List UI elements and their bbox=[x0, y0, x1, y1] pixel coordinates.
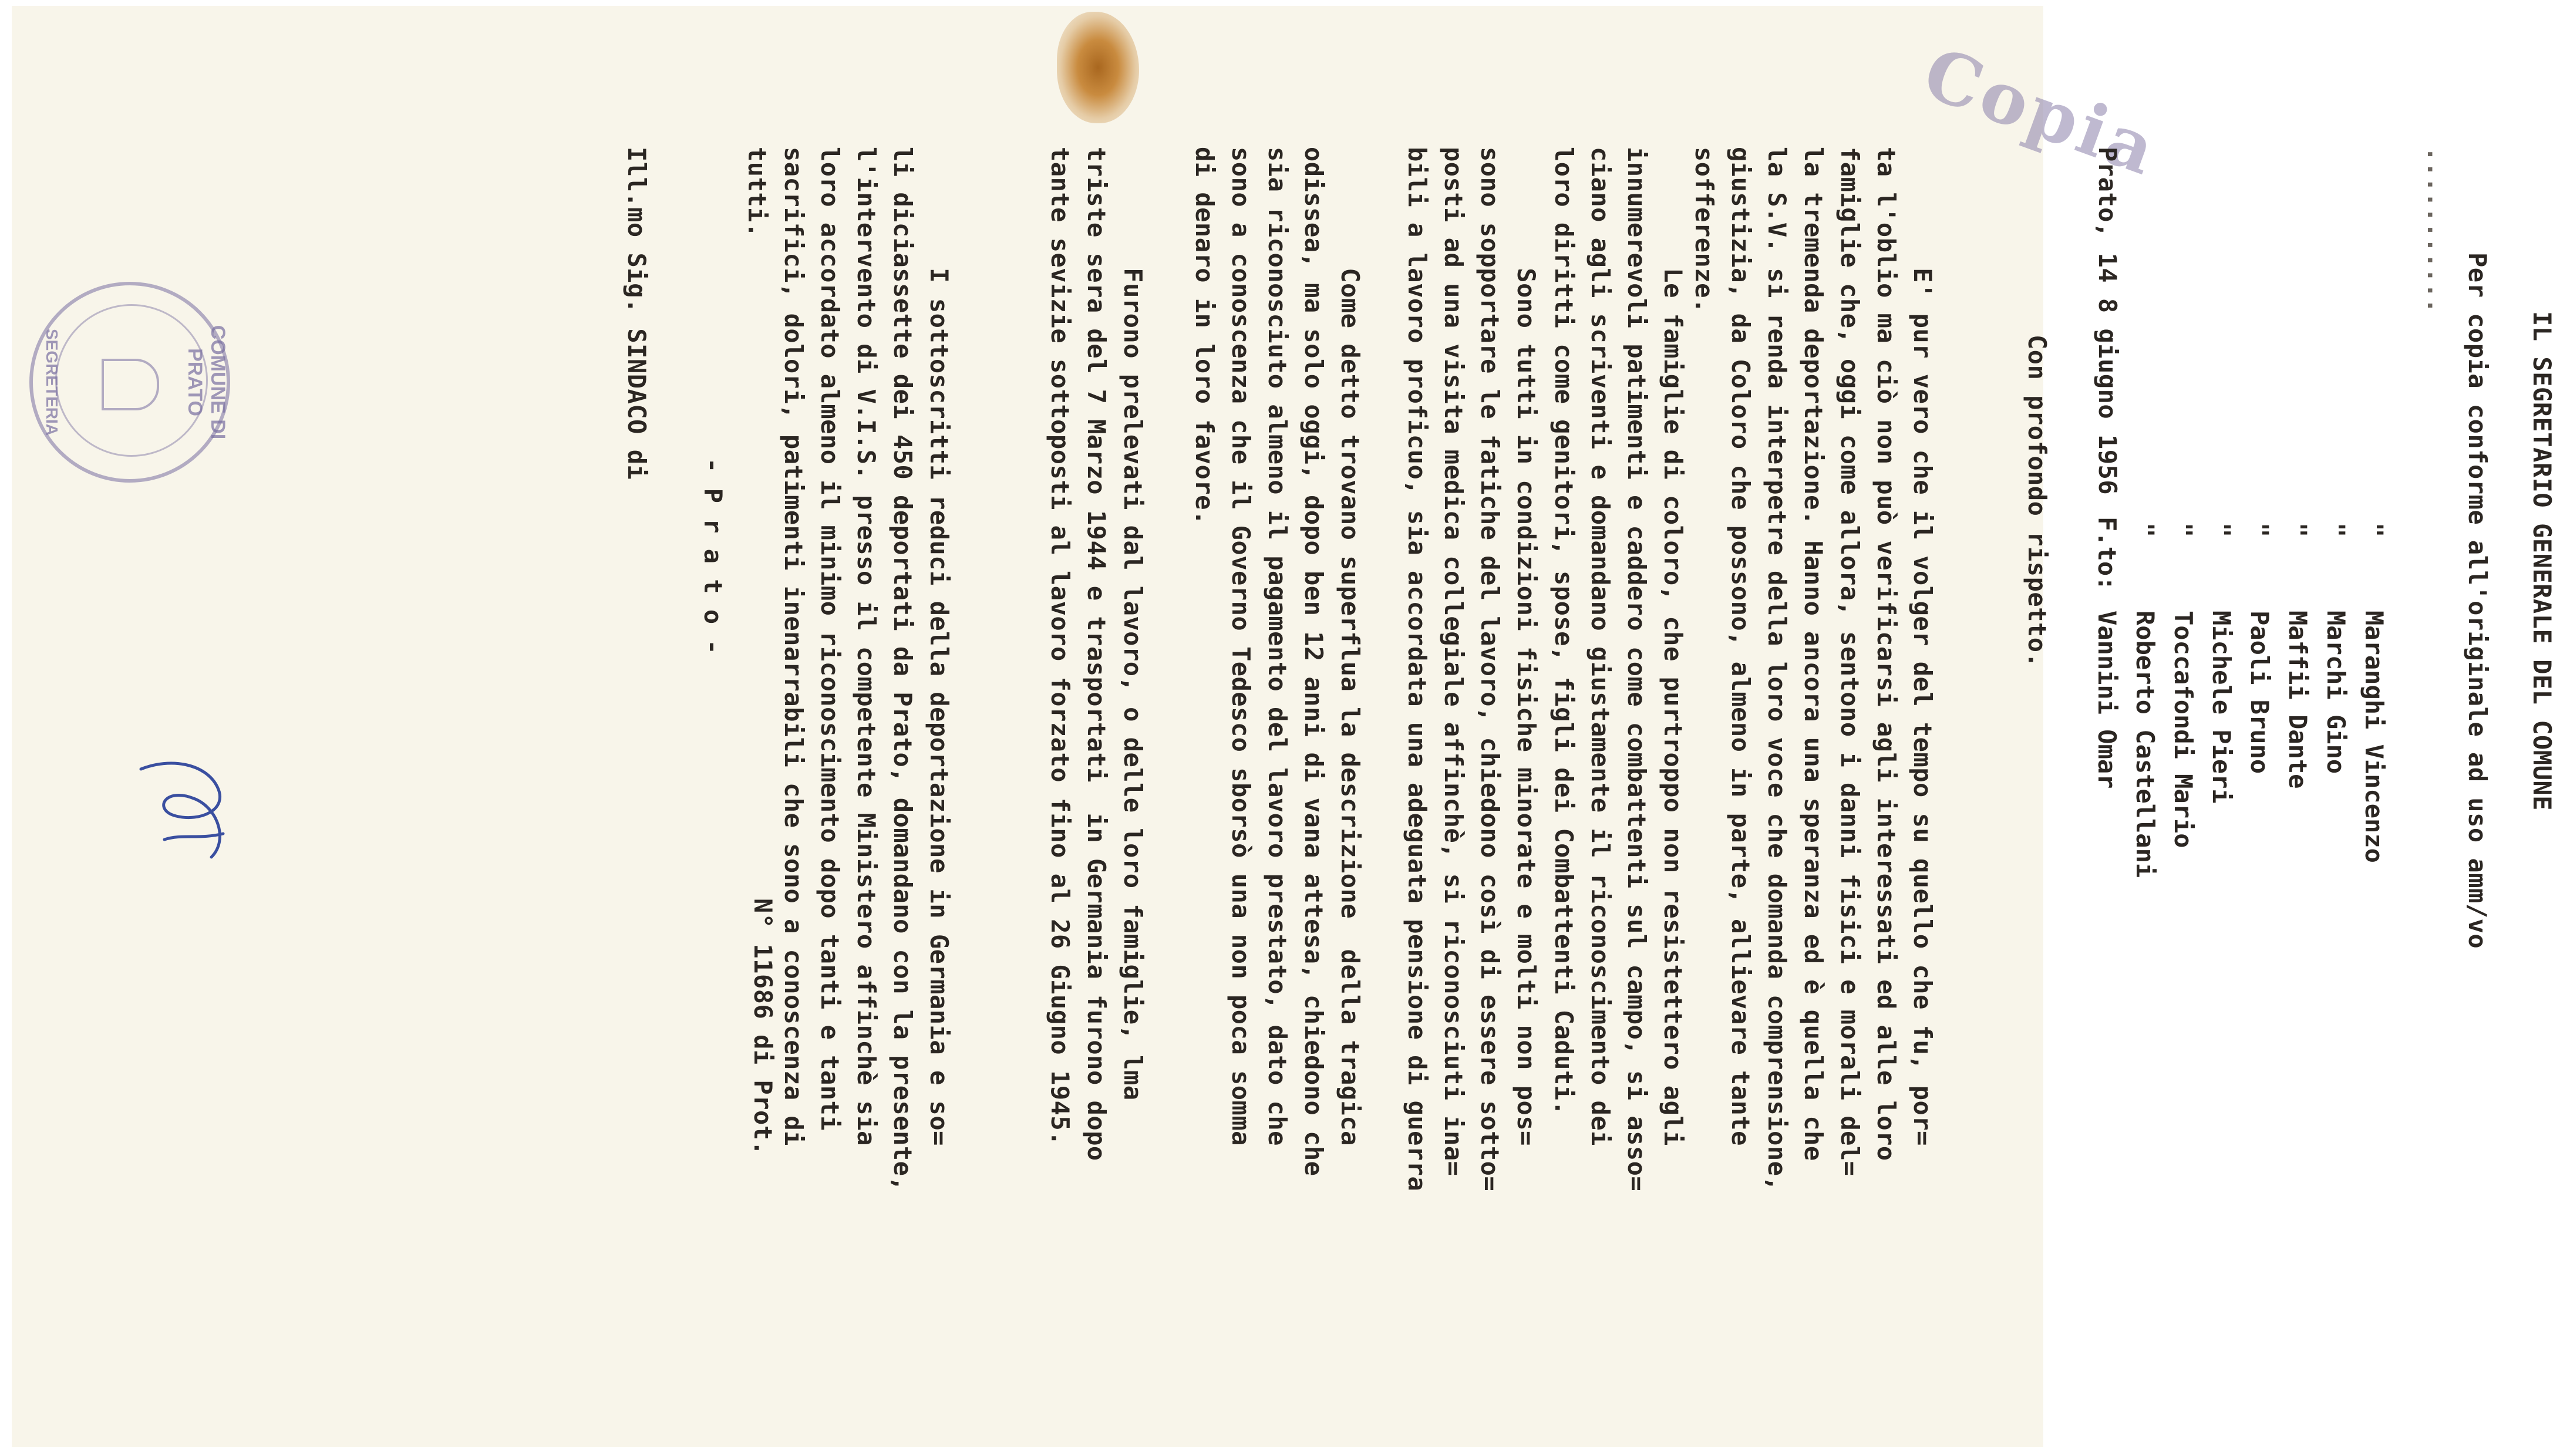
signatory: Vannini Omar bbox=[2093, 611, 2121, 789]
stamp-top-text: COMUNE DI PRATO bbox=[184, 325, 229, 440]
municipal-stamp bbox=[29, 282, 230, 483]
addressee: Ill.mo Sig. SINDACO di bbox=[622, 147, 651, 480]
paragraph-6: E' pur vero che il volger del tempo su quello che fu, por= ta l'oblio ma ciò non può verificarsi agli interessati ed alle loro famiglie che, oggi come allora, sentono i danni fisici e morali del= la tremenda deportazione. Hanno ancora una speranza ed è quella che la S.V. si renda interpetre della loro voce che domanda comprensione, giustizia, da Coloro che possono, almeno in parte, allievare tante sofferenze. bbox=[1690, 147, 1937, 1192]
ditto-mark: " bbox=[2283, 523, 2312, 538]
separator-dots: ........... bbox=[2422, 147, 2451, 314]
paragraph-4: Sono tutti in condizioni fisiche minorate e molti non pos= sono sopportare le fatiche del lavoro, chiedono così di essere sotto= posti ad una visita medica collegiale affinchè, si riconosciuti ina= bili a lavoro proficuo, sia accordata una adeguata pensione di guerra bbox=[1403, 147, 1541, 1192]
signatory: Roberto Castellani bbox=[2131, 611, 2160, 878]
paragraph-5: Le famiglie di coloro, che purtroppo non resistettero agli innumerevoli patimenti e caddero come combattenti sul campo, si asso= ciano agli scriventi e domandano giustamente il riconoscimento dei loro diritti come genitori, spose, figli dei Combattenti Caduti. bbox=[1550, 147, 1687, 1192]
ditto-mark: " bbox=[2245, 523, 2274, 538]
ditto-mark: " bbox=[2169, 523, 2198, 538]
stamp-emblem-icon bbox=[102, 359, 159, 410]
signatory: Maranghi Vincenzo bbox=[2360, 611, 2389, 863]
ditto-mark: " bbox=[2131, 523, 2160, 538]
copy-conformity-note: Per copia conforme all'originale ad uso amm/vo bbox=[2463, 252, 2492, 949]
typed-page bbox=[23, 6, 2556, 1438]
handwritten-signature bbox=[129, 751, 247, 881]
signatory: Paoli Bruno bbox=[2245, 611, 2274, 774]
ditto-mark: " bbox=[2360, 523, 2389, 538]
signatory: Toccafondi Mario bbox=[2169, 611, 2198, 848]
secretary-title: IL SEGRETARIO GENERALE DEL COMUNE bbox=[2528, 311, 2556, 811]
scanned-document bbox=[12, 6, 2556, 1447]
paragraph-2: Furono prelevati dal lavoro, o delle loro famiglie, lma triste sera del 7 Marzo 1944 e trasportati in Germania furono dopo tante sevizie sottoposti al lavoro forzato fino al 26 Giugno 1945. bbox=[1046, 147, 1147, 1161]
paragraph-3: Come detto trovano superflua la descrizione della tragica odissea, ma solo oggi, dopo ben 12 anni di vana attesa, chiedono che sia riconosciuto almeno il pagamento del lavoro prestato, dato che sono a conoscenza che il Governo Tedesco sborsò una non poca somma di denaro in loro favore. bbox=[1190, 147, 1365, 1177]
paragraph-1: I sottoscritti reduci della deportazione in Germania e so= li diciassette dei 450 deportati da Prato, domandano con la presente, l'intervento di V.I.S. presso il competente Ministero affinchè sia loro accordato almeno il minimo riconoscimento dopo tanti e tanti sacrifici, dolori, patimenti inenarrabili che sono a conoscenza di tutti. bbox=[743, 147, 954, 1192]
protocol-number: N° 11686 di Prot. bbox=[749, 898, 777, 1156]
stamp-bottom-text: SEGRETERIA bbox=[43, 328, 61, 436]
signatory: Maffii Dante bbox=[2283, 611, 2312, 789]
signatories-label: F.to: bbox=[2093, 517, 2121, 591]
place-and-date: Prato, 14 8 giugno 1956 bbox=[2093, 147, 2122, 496]
closing-line: Con profondo rispetto. bbox=[2023, 335, 2052, 668]
signatory: Marchi Gino bbox=[2322, 611, 2350, 774]
ditto-mark: " bbox=[2322, 523, 2350, 538]
signatory: Michele Pieri bbox=[2207, 611, 2236, 804]
city-heading: - P r a t o - bbox=[699, 458, 727, 655]
ditto-mark: " bbox=[2207, 523, 2236, 538]
copia-watermark: Copia bbox=[1913, 31, 2170, 193]
